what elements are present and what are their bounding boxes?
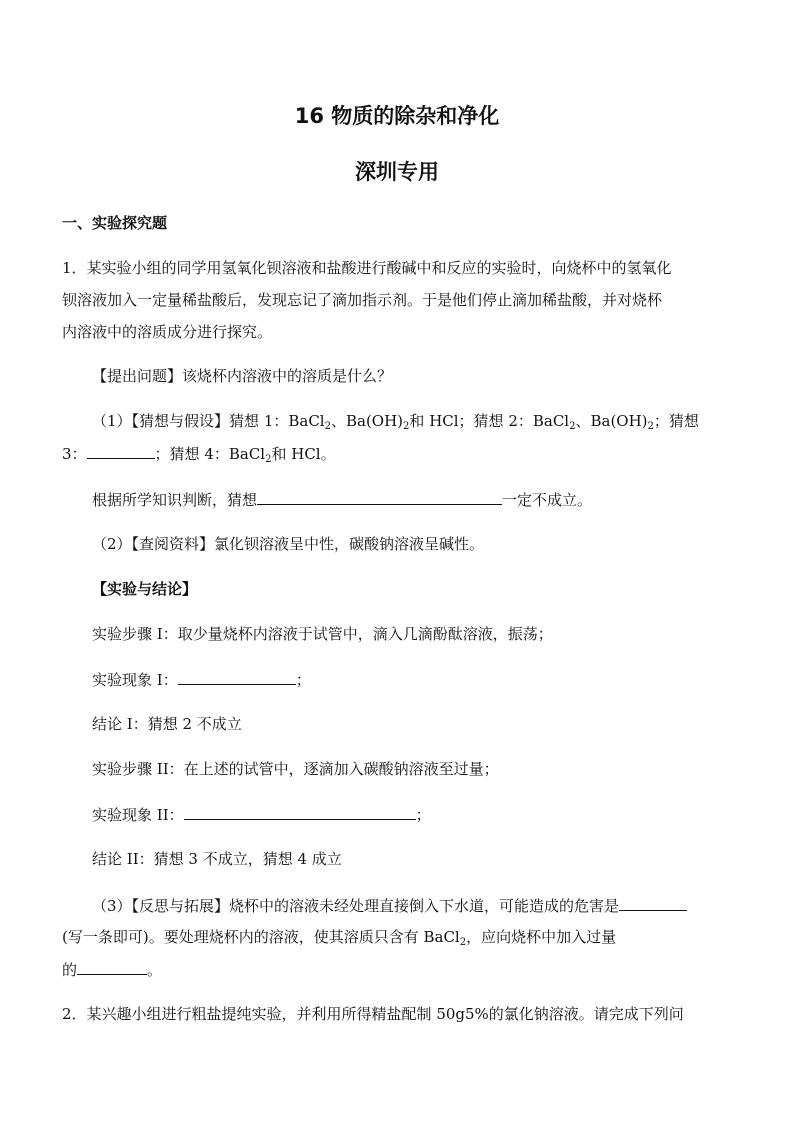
- q2-line-1: 2．某兴趣小组进行粗盐提纯实验，并利用所得精盐配制 50g5%的氯化钠溶液。请完成下列问: [62, 1005, 684, 1023]
- conclusion-2: 结论 II：猜想 3 不成立，猜想 4 成立: [92, 850, 342, 868]
- q1-line-1: 1．某实验小组的同学用氢氧化钡溶液和盐酸进行酸碱中和反应的实验时，向烧杯中的氢氧化: [62, 259, 672, 277]
- reflection-line-1: （3）【反思与拓展】烧杯中的溶液未经处理直接倒入下水道，可能造成的危害是: [92, 895, 687, 916]
- blank-reagent[interactable]: [77, 959, 147, 975]
- section-heading: 一、实验探究题: [62, 214, 168, 232]
- blank-hypothesis-3[interactable]: [87, 443, 155, 459]
- q1-line-3: 内溶液中的溶质成分进行探究。: [62, 323, 273, 341]
- blank-invalid-hypothesis[interactable]: [257, 489, 502, 505]
- page-subtitle: 深圳专用: [355, 160, 439, 184]
- phenomenon-1-line: 实验现象 I： ；: [92, 671, 311, 689]
- reflection-line-3: 的 。: [62, 961, 163, 979]
- blank-hazard[interactable]: [619, 895, 687, 911]
- page-title: 16 物质的除杂和净化: [294, 104, 500, 128]
- hypothesis-line-2: 3： ；猜想 4：BaCl$_2$和 HCl。: [62, 445, 336, 465]
- info-line: （2）【查阅资料】氯化钡溶液呈中性，碳酸钠溶液呈碱性。: [92, 535, 485, 553]
- q1-line-2: 钡溶液加入一定量稀盐酸后，发现忘记了滴加指示剂。于是他们停止滴加稀盐酸，并对烧杯: [62, 291, 663, 309]
- question-prompt: 【提出问题】该烧杯内溶液中的溶质是什么？: [92, 367, 393, 385]
- experiment-heading: 【实验与结论】: [92, 580, 198, 598]
- conclusion-1: 结论 I：猜想 2 不成立: [92, 715, 242, 733]
- blank-phenomenon-2[interactable]: [184, 804, 416, 820]
- step-1: 实验步骤 I：取少量烧杯内溶液于试管中，滴入几滴酚酞溶液，振荡；: [92, 625, 553, 643]
- hypothesis-line-1: （1）【猜想与假设】猜想 1：BaCl$_2$、$Ba(OH)_2$和 HCl；猜想 2：BaCl$_2$、$Ba(OH)_2$；猜想: [92, 412, 699, 432]
- judgment-line: 根据所学知识判断，猜想 一定不成立。: [92, 491, 593, 509]
- reflection-line-2: (写一条即可)。要处理烧杯内的溶液，使其溶质只含有 BaCl$_2$，应向烧杯中加入过量: [62, 928, 617, 948]
- step-2: 实验步骤 II：在上述的试管中，逐滴加入碳酸钠溶液至过量；: [92, 760, 499, 778]
- blank-phenomenon-1[interactable]: [178, 669, 296, 685]
- phenomenon-2-line: 实验现象 II： ；: [92, 806, 431, 824]
